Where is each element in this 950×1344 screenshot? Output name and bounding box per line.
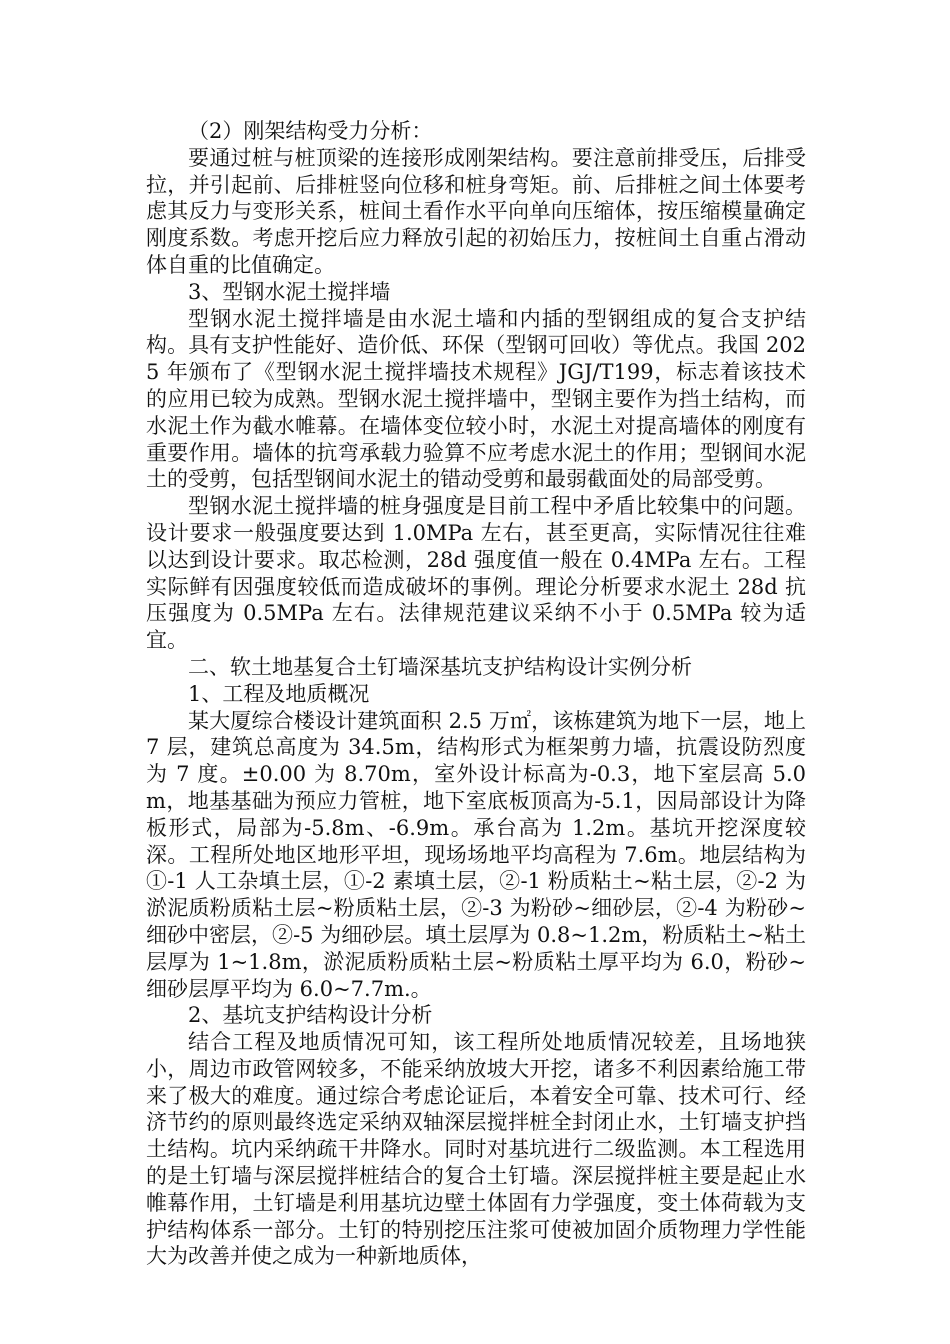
section-heading-geology: 1、工程及地质概况 — [188, 681, 370, 706]
paragraph-geology: 某大厦综合楼设计建筑面积 2.5 万㎡，该栋建筑为地下一层，地上 7 层，建筑总高度为 34.5m，结构形式为框架剪力墙，抗震设防烈度为 7 度。±0.00 为 8.70m，室外设计标高为-0.3，地下室层高 5.0m，地基基础为预应力管桩，地下室底板顶高为-5.1，因局部设计为降板形式，局部为-5.8m、-6.9m。承台高为 1.2m。基坑开挖深度较深。工程所处地区地形平坦，现场场地平均高程为 7.6m。地层结构为①-1 人工杂填土层，①-2 素填土层，②-1 粉质粘土~粘土层，②-2 为淤泥质粉质粘土层~粉质粘土层，②-3 为粉砂~细砂层，②-4 为粉砂~细砂中密层，②-5 为细砂层。填土层厚为 0.8~1.2m，粉质粘土~粘土层厚为 1~1.8m，淤泥质粉质粘土层~粉质粘土厚平均为 6.0，粉砂~细砂层厚平均为 6.0~7.7m.。 — [146, 708, 806, 1001]
chapter-heading-case-analysis: 二、软土地基复合土钉墙深基坑支护结构设计实例分析 — [188, 654, 692, 679]
document-page — [146, 118, 806, 1270]
paragraph-support-design: 结合工程及地质情况可知，该工程所处地质情况较差，且场地狭小，周边市政管网较多，不能采纳放坡大开挖，诸多不利因素给施工带来了极大的难度。通过综合考虑论证后，本着安全可靠、技术可行、经济节约的原则最终选定采纳双轴深层搅拌桩全封闭止水，土钉墙支护挡土结构。坑内采纳疏干井降水。同时对基坑进行二级监测。本工程选用的是土钉墙与深层搅拌桩结合的复合土钉墙。深层搅拌桩主要是起止水帷幕作用，土钉墙是利用基坑边壁土体固有力学强度，变土体荷载为支护结构体系一部分。土钉的特别挖压注浆可使被加固介质物理力学性能大为改善并使之成为一种新地质体， — [146, 1030, 806, 1269]
paragraph-steel-cement-wall: 型钢水泥土搅拌墙是由水泥土墙和内插的型钢组成的复合支护结构。具有支护性能好、造价低、环保（型钢可回收）等优点。我国 2025 年颁布了《型钢水泥土搅拌墙技术规程》JGJ/T199，标志着该技术的应用已较为成熟。型钢水泥土搅拌墙中，型钢主要作为挡土结构，而水泥土作为截水帷幕。在墙体变位较小时，水泥土对提高墙体的刚度有重要作用。墙体的抗弯承载力验算不应考虑水泥土的作用；型钢间水泥土的受剪，包括型钢间水泥土的错动受剪和最弱截面处的局部受剪。 — [146, 306, 806, 492]
subsection-heading-rigid-frame: （2）刚架结构受力分析： — [188, 119, 433, 143]
section-heading-support-design: 2、基坑支护结构设计分析 — [188, 1003, 433, 1028]
section-heading-steel-cement-wall: 3、型钢水泥土搅拌墙 — [188, 279, 391, 304]
paragraph-pile-strength: 型钢水泥土搅拌墙的桩身强度是目前工程中矛盾比较集中的问题。设计要求一般强度要达到 1.0MPa 左右，甚至更高，实际情况往往难以达到设计要求。取芯检测，28d 强度值一般在 0.4MPa 左右。工程实际鲜有因强度较低而造成破坏的事例。理论分析要求水泥土 28d 抗压强度为 0.5MPa 左右。法律规范建议采纳不小于 0.5MPa 较为适宜。 — [146, 494, 806, 653]
paragraph-rigid-frame: 要通过桩与桩顶梁的连接形成刚架结构。要注意前排受压，后排受拉，并引起前、后排桩竖向位移和桩身弯矩。前、后排桩之间土体要考虑其反力与变形关系，桩间土看作水平向单向压缩体，按压缩模量确定刚度系数。考虑开挖后应力释放引起的初始压力，按桩间土自重占滑动体自重的比值确定。 — [146, 145, 806, 277]
